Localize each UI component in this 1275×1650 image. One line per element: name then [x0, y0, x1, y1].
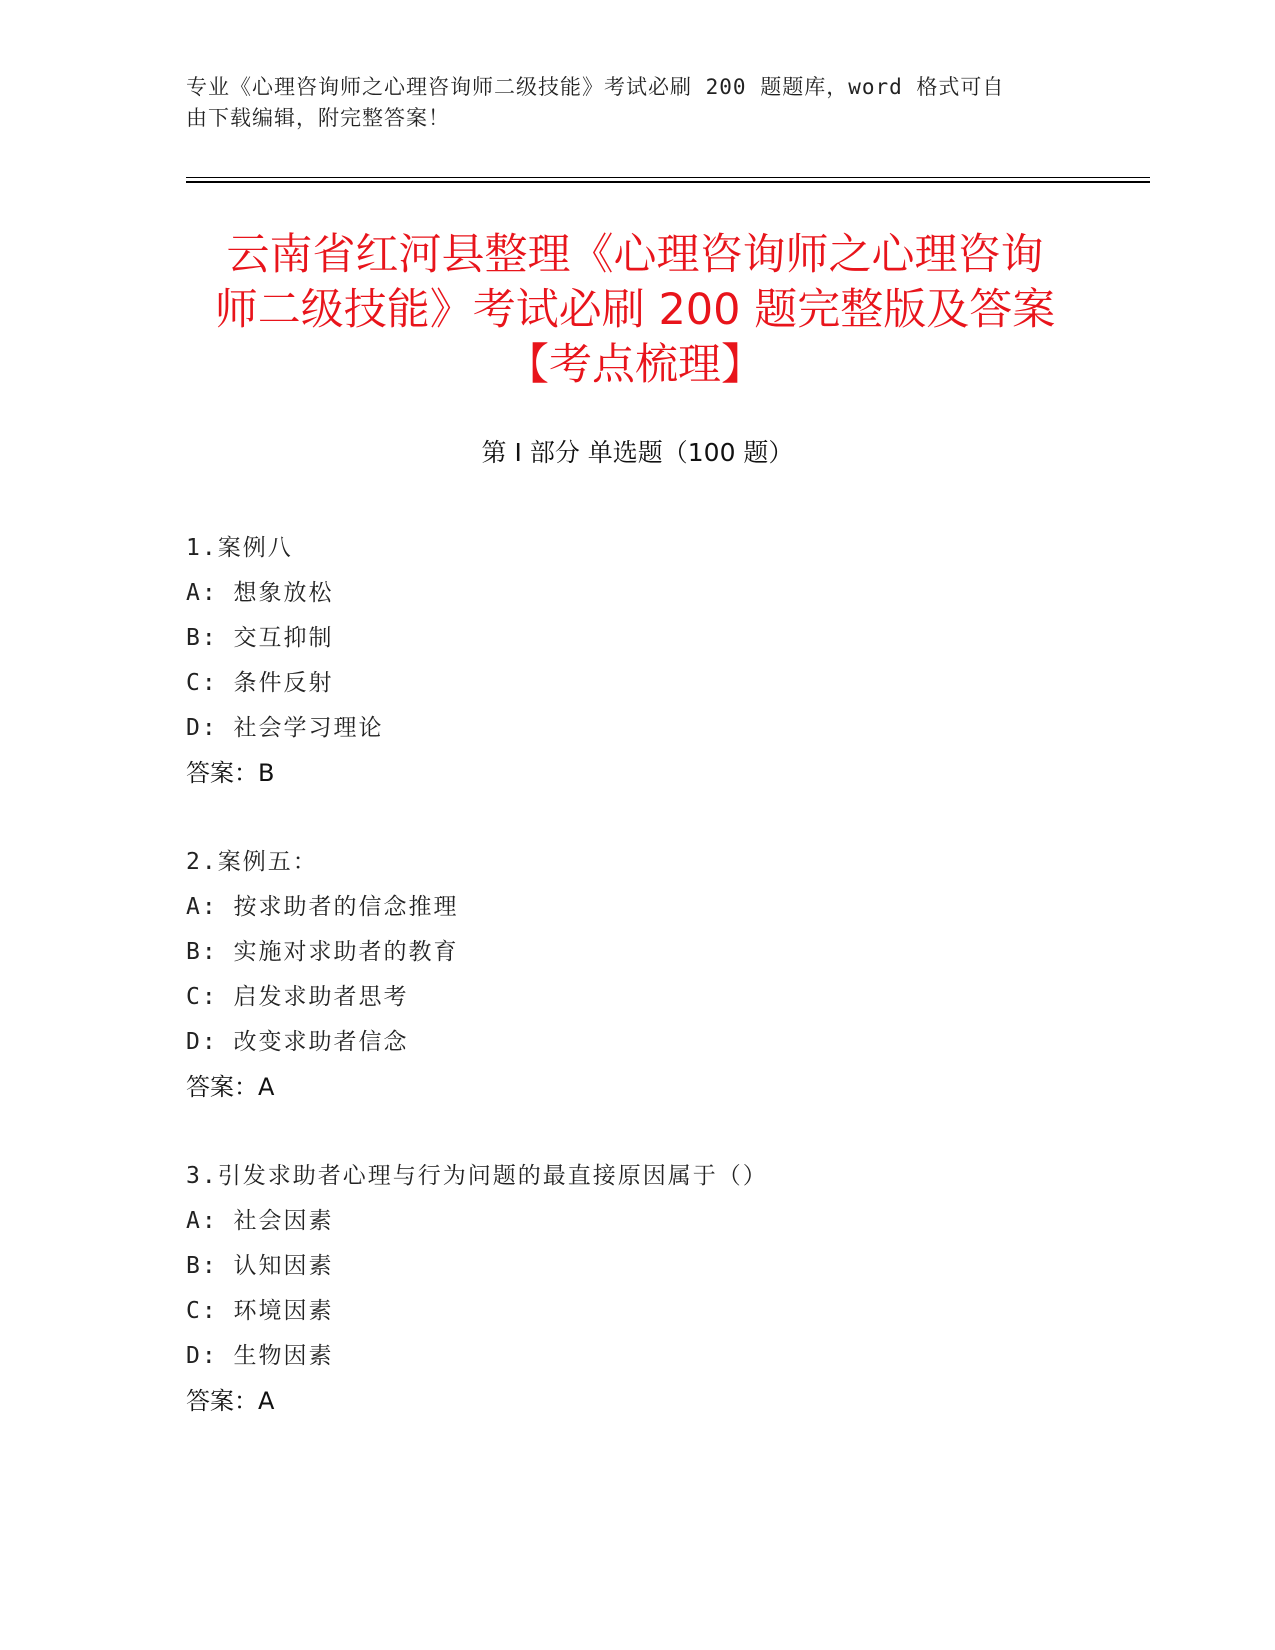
document-title [160, 228, 1110, 393]
question-stem: 1.案例八 [186, 535, 293, 561]
answer: 答案：A [186, 1073, 275, 1101]
title-line-3: 【考点梳理】 [506, 340, 764, 390]
intro-line-1: 专业《心理咨询师之心理咨询师二级技能》考试必刷 200 题题库，word 格式可自 [186, 75, 1005, 99]
answer: 答案：A [186, 1387, 275, 1415]
option-b: B: 交互抑制 [186, 625, 334, 651]
title-line-2: 师二级技能》考试必刷 200 题完整版及答案 [214, 285, 1056, 335]
question-1 [186, 526, 1136, 796]
option-a: A: 社会因素 [186, 1208, 334, 1234]
option-b: B: 实施对求助者的教育 [186, 939, 459, 965]
option-a: A: 按求助者的信念推理 [186, 894, 459, 920]
option-c: C: 启发求助者思考 [186, 984, 409, 1010]
question-2 [186, 840, 1136, 1110]
header-divider-bottom [186, 181, 1150, 183]
intro-line-2: 由下载编辑，附完整答案！ [186, 106, 450, 130]
option-b: B: 认知因素 [186, 1253, 334, 1279]
option-c: C: 条件反射 [186, 670, 334, 696]
option-d: D: 社会学习理论 [186, 715, 384, 741]
section-title: 第 I 部分 单选题（100 题） [481, 438, 794, 467]
option-d: D: 改变求助者信念 [186, 1029, 409, 1055]
option-a: A: 想象放松 [186, 580, 334, 606]
answer: 答案：B [186, 759, 275, 787]
title-line-1: 云南省红河县整理《心理咨询师之心理咨询 [226, 230, 1044, 280]
question-stem: 2.案例五： [186, 849, 318, 875]
question-list [186, 526, 1136, 1468]
intro-text [186, 72, 1066, 134]
question-3 [186, 1154, 1136, 1424]
question-stem: 3.引发求助者心理与行为问题的最直接原因属于（） [186, 1163, 768, 1189]
header-divider-top [186, 177, 1150, 178]
option-d: D: 生物因素 [186, 1343, 334, 1369]
option-c: C: 环境因素 [186, 1298, 334, 1324]
